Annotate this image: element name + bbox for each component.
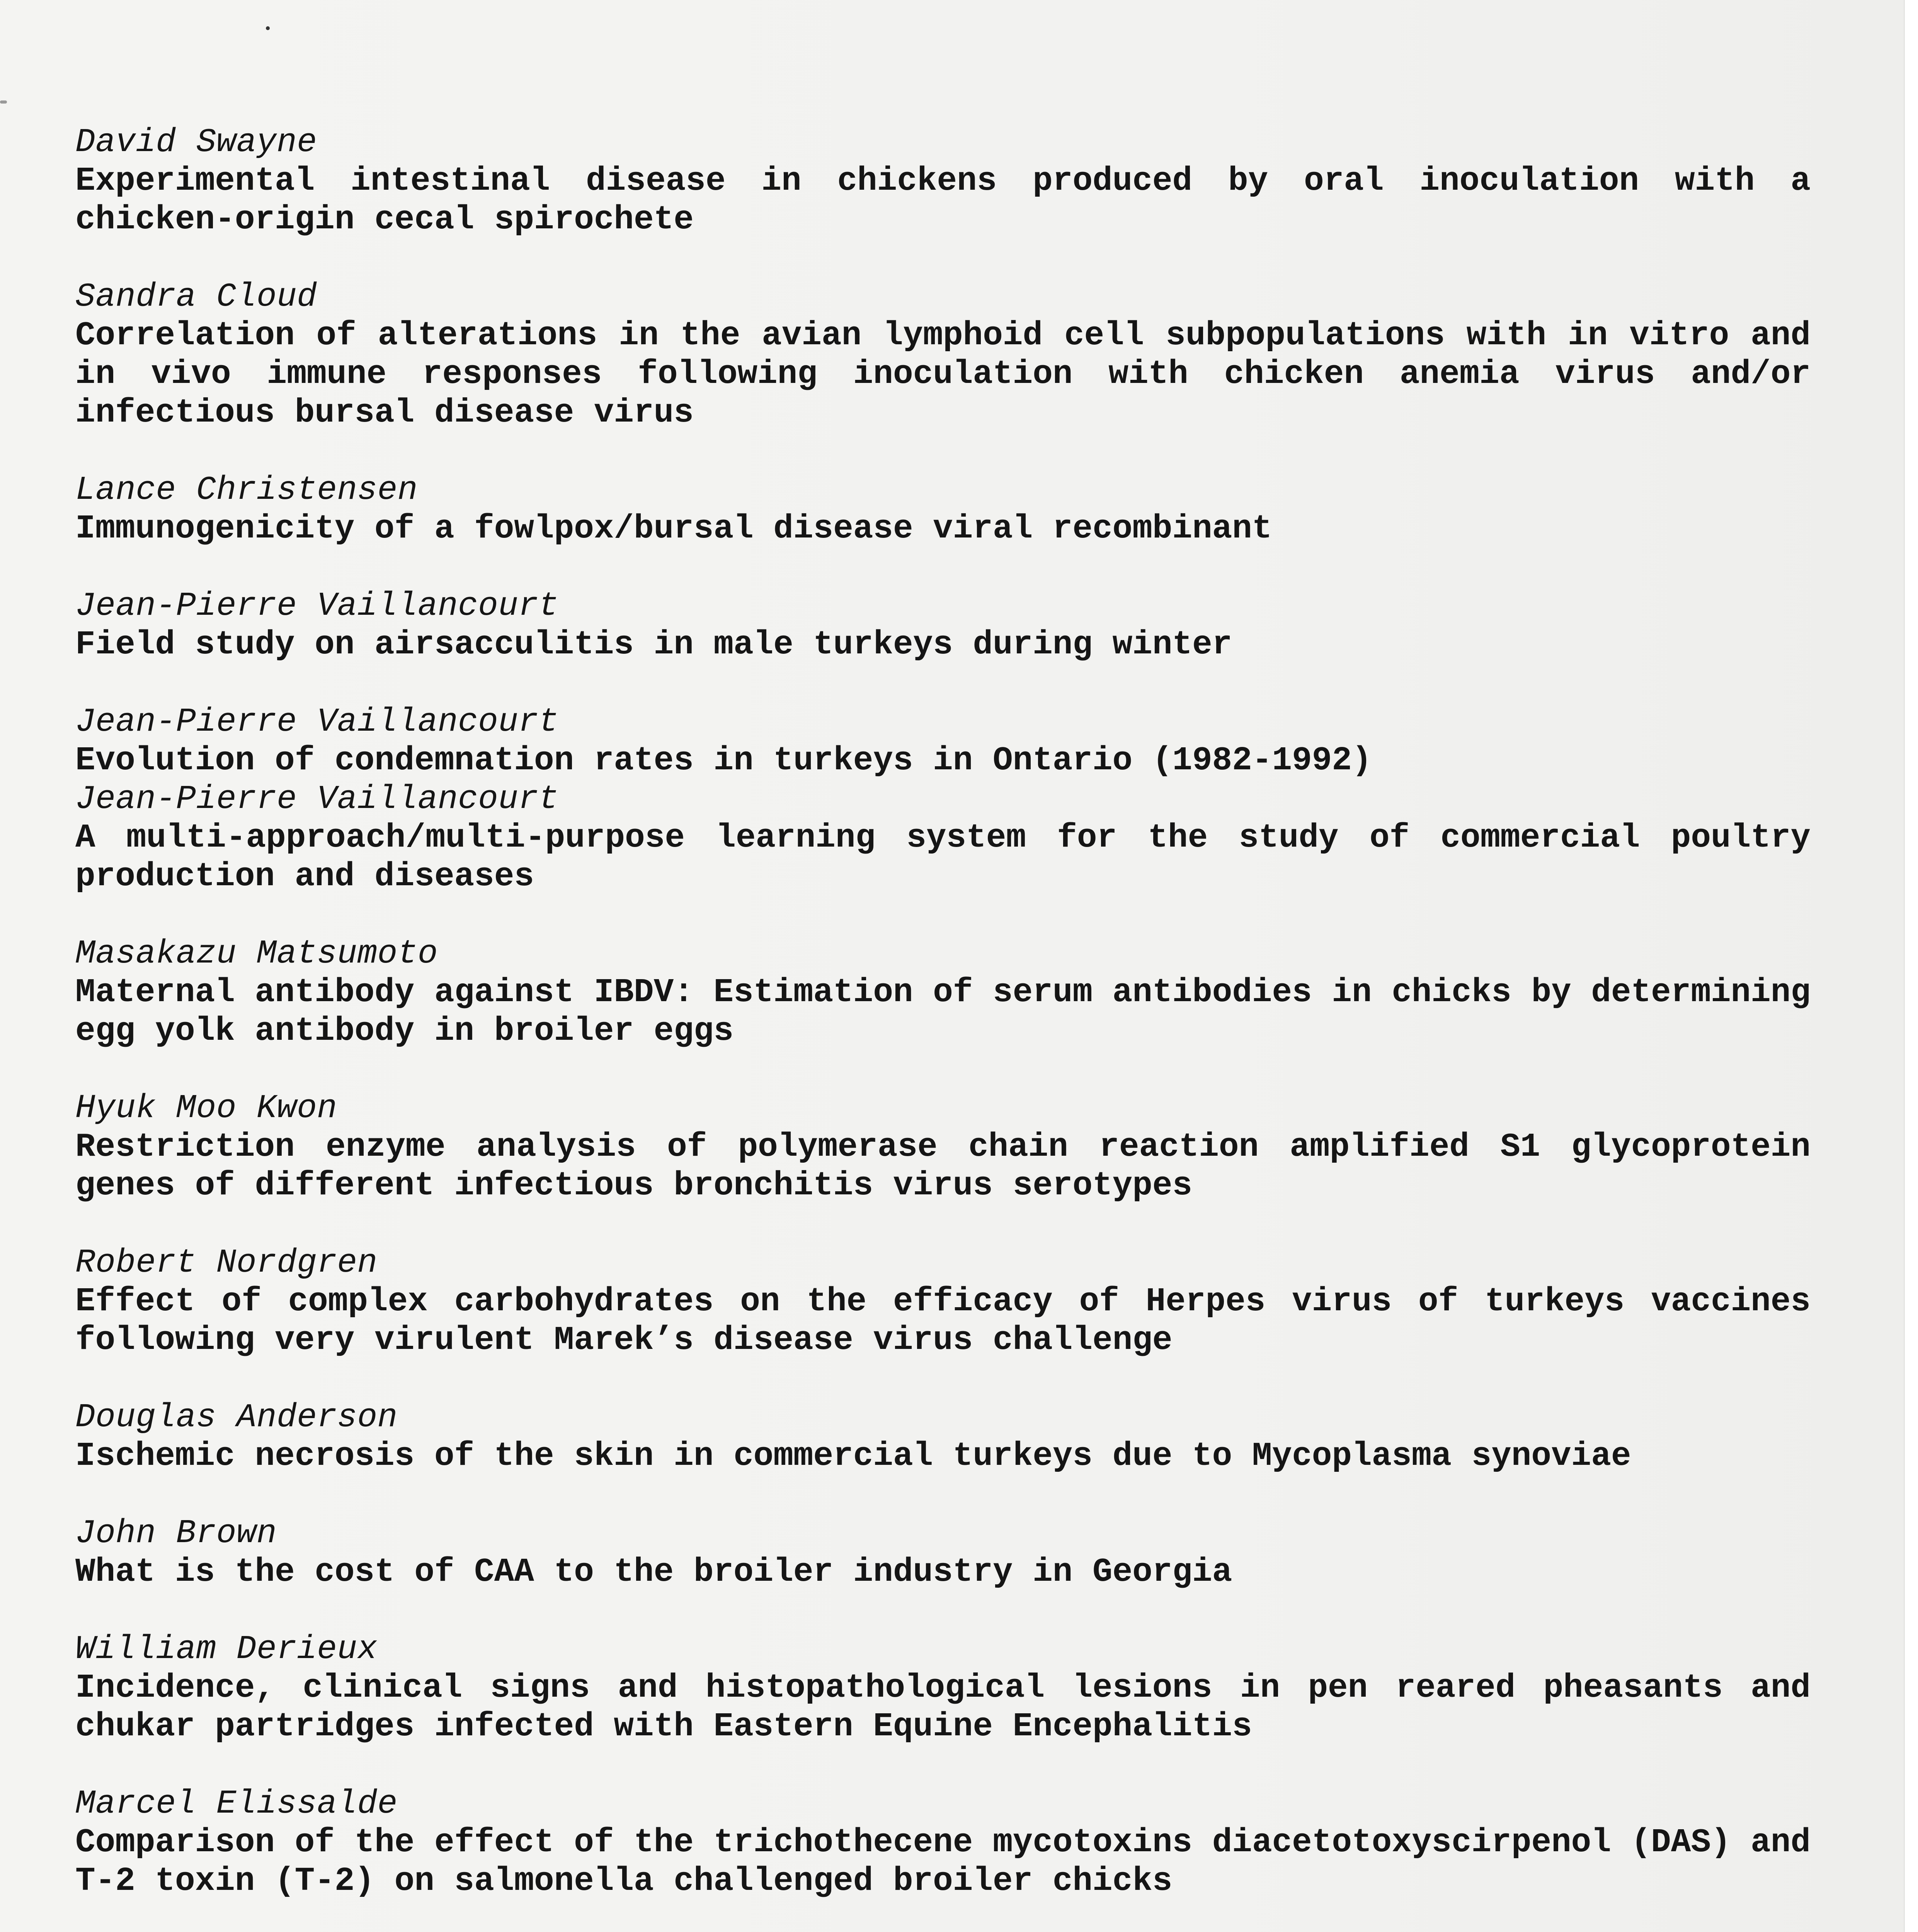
entry-title: Incidence, clinical signs and histopathological lesions in pen reared pheasants and chukar partridges infected with Eastern Equine Encephalitis [75,1669,1811,1745]
list-item [75,277,1811,432]
entry-author: Hyuk Moo Kwon [75,1089,337,1127]
entry-author: Jean-Pierre Vaillancourt [75,587,559,625]
entry-title: Experimental intestinal disease in chickens produced by oral inoculation with a chicken-origin cecal spirochete [75,162,1811,238]
list-item [75,123,1811,239]
list-item [75,934,1811,1050]
entry-author: David Swayne [75,123,317,161]
entry-title: Immunogenicity of a fowlpox/bursal disease viral recombinant [75,510,1272,548]
list-item [75,1784,1811,1900]
entry-author: Masakazu Matsumoto [75,935,438,973]
list-item [75,1243,1811,1359]
entry-title: Effect of complex carbohydrates on the efficacy of Herpes virus of turkeys vaccines following very virulent Marek’s disease virus challenge [75,1282,1811,1359]
speck-mark [266,26,270,30]
entry-author: Jean-Pierre Vaillancourt [75,703,559,741]
abstract-list [75,123,1811,1932]
list-item [75,1514,1811,1591]
list-item [75,471,1811,548]
entry-author: Marcel Elissalde [75,1785,398,1823]
list-item [75,587,1811,664]
entry-title: What is the cost of CAA to the broiler industry in Georgia [75,1553,1232,1591]
entry-title: Restriction enzyme analysis of polymerase chain reaction amplified S1 glycoprotein genes of different infectious bronchitis virus serotypes [75,1128,1811,1204]
entry-author: Douglas Anderson [75,1398,398,1436]
entry-title: Field study on airsacculitis in male turkeys during winter [75,626,1232,663]
entry-author: Lance Christensen [75,471,418,509]
list-item [75,1089,1811,1205]
entry-title: A multi-approach/multi-purpose learning system for the study of commercial poultry production and diseases [75,819,1811,895]
entry-title: Maternal antibody against IBDV: Estimation of serum antibodies in chicks by determining egg yolk antibody in broiler eggs [75,973,1811,1050]
page-edge [1904,0,1918,1932]
list-item [75,1398,1811,1475]
list-item [75,1630,1811,1746]
entry-author: William Derieux [75,1630,378,1668]
list-item [75,780,1811,896]
entry-title: Evolution of condemnation rates in turkeys in Ontario (1982-1992) [75,742,1372,779]
entry-title: Comparison of the effect of the trichothecene mycotoxins diacetotoxyscirpenol (DAS) and T-2 toxin (T-2) on salmonella challenged broiler chicks [75,1823,1811,1900]
margin-mark [0,100,7,104]
entry-author: Jean-Pierre Vaillancourt [75,780,559,818]
list-item [75,702,1811,780]
entry-title: Correlation of alterations in the avian lymphoid cell subpopulations with in vitro and in vivo immune responses following inoculation with chicken anemia virus and/or infectious bursal disease virus [75,316,1811,432]
entry-author: Robert Nordgren [75,1244,378,1282]
entry-author: John Brown [75,1514,277,1552]
entry-title: Ischemic necrosis of the skin in commercial turkeys due to Mycoplasma synoviae [75,1437,1631,1475]
entry-author: Sandra Cloud [75,278,317,316]
